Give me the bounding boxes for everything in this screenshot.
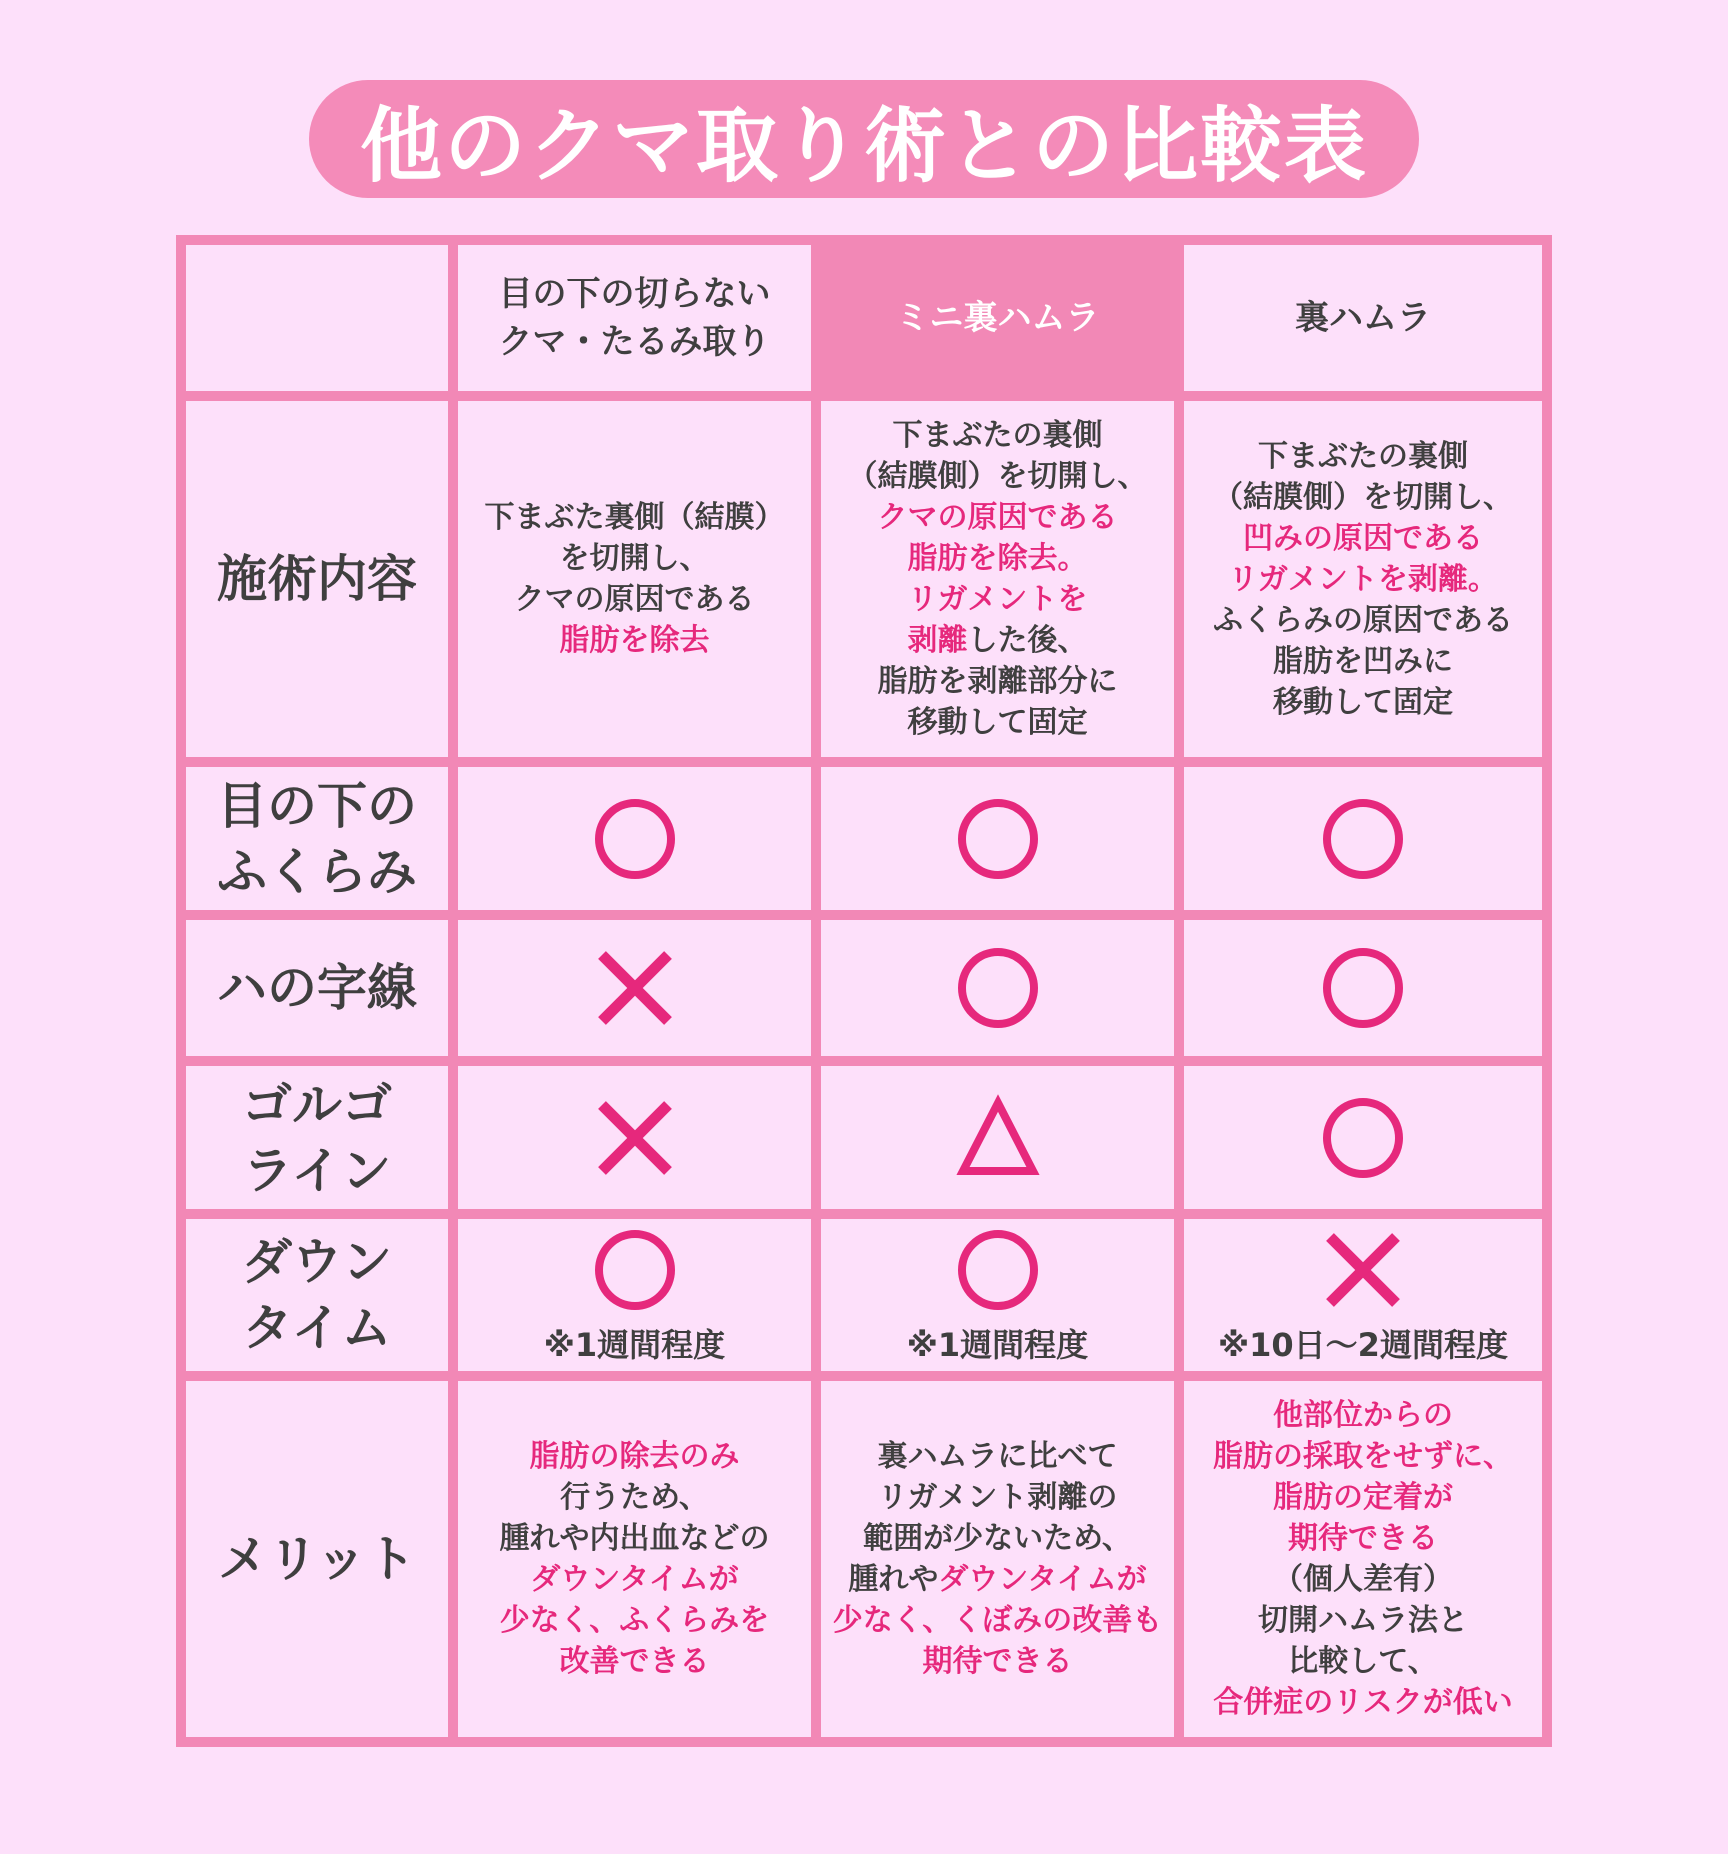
column-header-1: [458, 245, 811, 391]
row-header-line: ふくらみ: [217, 842, 417, 901]
text-line: [458, 1518, 811, 1559]
emphasized-text: リガメントを剥離。: [1228, 561, 1498, 597]
text-line: [458, 538, 811, 579]
text-line: [1184, 1559, 1542, 1600]
text-line: [1184, 518, 1542, 559]
corner-cell: [186, 245, 448, 391]
text-line: [821, 1477, 1174, 1518]
emphasized-text: 脂肪の除去のみ: [529, 1439, 740, 1475]
table-row: [186, 920, 1542, 1056]
table-cell: [1184, 1219, 1542, 1371]
emphasized-text: 期待できる: [1288, 1521, 1438, 1557]
text-line: [1184, 682, 1542, 723]
text-line: [821, 1600, 1174, 1641]
emphasized-text: 少なく、ふくらみを: [499, 1603, 770, 1639]
text-line: [458, 1559, 811, 1600]
circle-symbol-icon: [590, 794, 680, 884]
text-line: [821, 456, 1174, 497]
row-header: [186, 767, 448, 910]
text-line: [1184, 600, 1542, 641]
text-line: [458, 1600, 811, 1641]
body-text-segment: 裏ハムラに比べて: [877, 1439, 1118, 1475]
row-header: [186, 1219, 448, 1371]
downtime-note: ※1週間程度: [906, 1326, 1089, 1365]
circle-symbol-icon: [953, 794, 1043, 884]
body-text-segment: 移動して固定: [907, 705, 1088, 741]
table-cell: [821, 1219, 1174, 1371]
body-text-segment: （個人差有）: [1273, 1562, 1453, 1598]
emphasized-text: 合併症のリスクが低い: [1213, 1685, 1513, 1721]
table-cell: [821, 767, 1174, 910]
body-text-segment: （結膜側）を切開し、: [1213, 479, 1513, 515]
row-header-line: 施術内容: [217, 550, 417, 609]
text-line: [821, 1559, 1174, 1600]
text-line: [1184, 1600, 1542, 1641]
comparison-table: [176, 235, 1552, 1747]
body-text-segment: 下まぶた裏側（結膜）: [484, 500, 785, 536]
body-text-segment: 切開ハムラ法と: [1258, 1603, 1468, 1639]
table-cell: [821, 920, 1174, 1056]
table-cell: [821, 1381, 1174, 1737]
text-line: [458, 579, 811, 620]
body-text-segment: を切開し、: [559, 541, 710, 577]
body-text-segment: 下まぶたの裏側: [1258, 438, 1468, 474]
emphasized-text: 脂肪の定着が: [1273, 1480, 1453, 1516]
text-line: [821, 497, 1174, 538]
table-cell: [821, 1066, 1174, 1209]
table-cell: [458, 920, 811, 1056]
body-text-segment: 移動して固定: [1273, 684, 1453, 720]
table-cell: [458, 1066, 811, 1209]
row-header-line: ライン: [242, 1141, 392, 1200]
emphasized-text: 期待できる: [922, 1644, 1073, 1680]
table-cell: [821, 401, 1174, 757]
emphasized-text: クマの原因である: [877, 500, 1118, 536]
circle-symbol-icon: [590, 1225, 680, 1315]
text-line: [1184, 1641, 1542, 1682]
text-line: [458, 620, 811, 661]
downtime-note: ※1週間程度: [543, 1326, 726, 1365]
row-header-line: タイム: [242, 1299, 392, 1358]
emphasized-text: 剥離: [907, 623, 968, 659]
table-cell: [1184, 1066, 1542, 1209]
table-cell: [1184, 767, 1542, 910]
column-header-line: 目の下の切らない: [498, 274, 771, 315]
emphasized-text: 脂肪を除去: [559, 623, 710, 659]
text-line: [821, 1436, 1174, 1477]
body-text-segment: 脂肪を剥離部分に: [877, 664, 1118, 700]
body-text-segment: した後、: [967, 623, 1088, 659]
table-cell: [1184, 401, 1542, 757]
header-row: [186, 245, 1542, 391]
page-title: [309, 80, 1419, 198]
table-cell: [458, 1219, 811, 1371]
emphasized-text: リガメントを: [907, 582, 1088, 618]
body-text-segment: （結膜側）を切開し、: [847, 459, 1148, 495]
text-line: [1184, 559, 1542, 600]
text-line: [821, 620, 1174, 661]
row-header-line: ゴルゴ: [242, 1075, 392, 1134]
emphasized-text: 脂肪を除去。: [907, 541, 1088, 577]
row-header: [186, 401, 448, 757]
emphasized-text: ダウンタイムが: [938, 1562, 1147, 1598]
emphasized-text: 改善できる: [559, 1644, 710, 1680]
triangle-symbol-icon: [953, 1093, 1043, 1183]
row-header-line: 目の下の: [217, 776, 417, 835]
circle-symbol-icon: [1318, 943, 1408, 1033]
table-row: [186, 1381, 1542, 1737]
text-line: [458, 497, 811, 538]
emphasized-text: 凹みの原因である: [1243, 520, 1483, 556]
body-text-segment: 脂肪を凹みに: [1273, 643, 1453, 679]
row-header: [186, 920, 448, 1056]
body-text-segment: ふくらみの原因である: [1213, 602, 1513, 638]
circle-symbol-icon: [953, 1225, 1043, 1315]
cross-symbol-icon: [590, 1093, 680, 1183]
table-row: [186, 1219, 1542, 1371]
row-header: [186, 1066, 448, 1209]
text-line: [821, 415, 1174, 456]
text-line: [821, 1518, 1174, 1559]
page-title-text: 他のクマ取り術との比較表: [359, 98, 1368, 194]
column-header-line: クマ・たるみ取り: [498, 322, 771, 363]
column-header-line: 裏ハムラ: [1295, 298, 1431, 339]
body-text-segment: クマの原因である: [514, 582, 755, 618]
text-line: [1184, 1682, 1542, 1723]
emphasized-text: ダウンタイムが: [530, 1562, 739, 1598]
table-cell: [1184, 920, 1542, 1056]
row-header-line: ハの字線: [217, 959, 417, 1018]
body-text-segment: 下まぶたの裏側: [892, 418, 1103, 454]
circle-symbol-icon: [953, 943, 1043, 1033]
column-header-2: [821, 245, 1174, 391]
text-line: [458, 1477, 811, 1518]
circle-symbol-icon: [1318, 1093, 1408, 1183]
body-text-segment: 行うため、: [560, 1480, 709, 1516]
body-text-segment: 範囲が少ないため、: [863, 1521, 1132, 1557]
text-line: [1184, 1518, 1542, 1559]
text-line: [458, 1641, 811, 1682]
emphasized-text: 他部位からの: [1273, 1398, 1453, 1434]
text-line: [1184, 477, 1542, 518]
row-header-line: メリット: [218, 1530, 416, 1589]
text-line: [821, 538, 1174, 579]
text-line: [1184, 436, 1542, 477]
text-line: [821, 579, 1174, 620]
comparison-table-frame: [176, 235, 1552, 1747]
body-text-segment: 腫れや: [848, 1562, 939, 1598]
text-line: [1184, 641, 1542, 682]
cross-symbol-icon: [1318, 1225, 1408, 1315]
text-line: [1184, 1395, 1542, 1436]
table-cell: [458, 401, 811, 757]
body-text-segment: リガメント剥離の: [877, 1480, 1118, 1516]
table-cell: [458, 767, 811, 910]
table-row: [186, 767, 1542, 910]
table-cell: [458, 1381, 811, 1737]
text-line: [458, 1436, 811, 1477]
emphasized-text: 脂肪の採取をせずに、: [1213, 1439, 1513, 1475]
column-header-line: ミニ裏ハムラ: [895, 298, 1100, 339]
table-cell: [1184, 1381, 1542, 1737]
row-header-line: ダウン: [242, 1233, 392, 1292]
emphasized-text: 少なく、くぼみの改善も: [832, 1603, 1163, 1639]
body-text-segment: 腫れや内出血などの: [499, 1521, 770, 1557]
text-line: [821, 702, 1174, 743]
text-line: [1184, 1436, 1542, 1477]
cross-symbol-icon: [590, 943, 680, 1033]
text-line: [821, 1641, 1174, 1682]
text-line: [1184, 1477, 1542, 1518]
row-header: [186, 1381, 448, 1737]
column-header-3: [1184, 245, 1542, 391]
table-row: [186, 1066, 1542, 1209]
downtime-note: ※10日〜2週間程度: [1218, 1326, 1508, 1365]
text-line: [821, 661, 1174, 702]
body-text-segment: 比較して、: [1288, 1644, 1438, 1680]
circle-symbol-icon: [1318, 794, 1408, 884]
table-row: [186, 401, 1542, 757]
